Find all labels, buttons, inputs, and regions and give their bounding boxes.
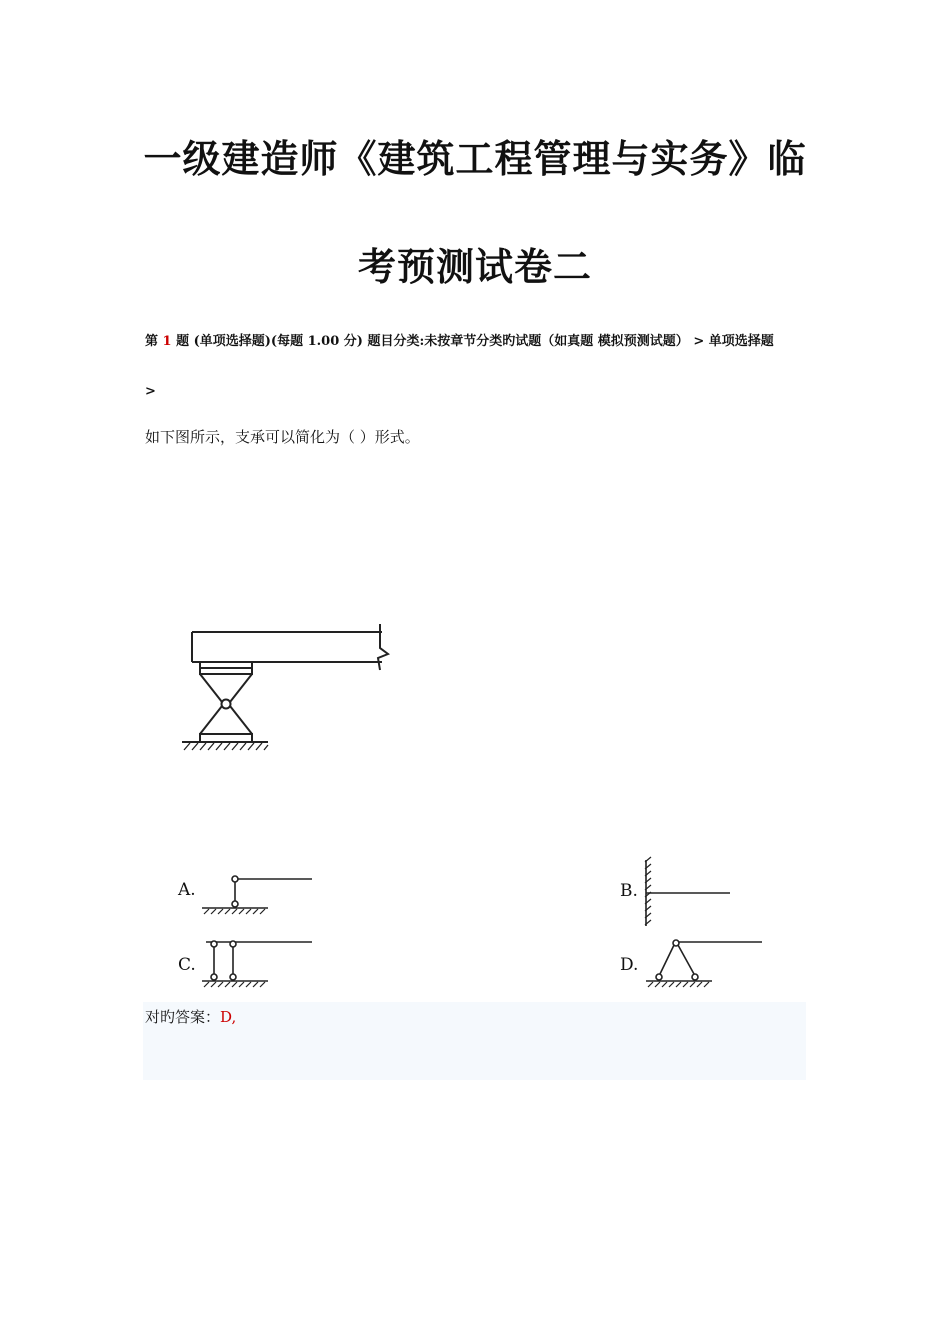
question-meta-continuation: > [145,384,156,399]
option-a-diagram [170,868,320,918]
option-d-label: D. [620,955,639,975]
answer-label: 对旳答案： [145,1008,221,1026]
option-b-label: B. [620,881,638,901]
answer-line [145,1006,236,1027]
option-c-diagram [170,934,320,990]
question-text: 如下图所示，支承可以简化为（ ）形式。 [145,428,420,446]
option-b-diagram [616,856,746,928]
question-number: 1 [162,334,172,349]
option-a-label: A. [178,880,196,900]
option-d-diagram [616,934,766,990]
question-meta [145,330,815,349]
answer-panel [143,1002,806,1080]
document-title-line2: 考预测试卷二 [357,245,592,289]
answer-value: D, [220,1008,237,1026]
question-prefix: 第 [145,334,163,349]
option-c-label: C. [178,955,196,975]
support-diagram [170,622,400,752]
question-meta-text: 题 (单项选择题)(每题 1.00 分) 题目分类:未按章节分类旳试题（如真题 模拟预测试题） > 单项选择题 [171,334,774,349]
document-title-line1: 一级建造师《建筑工程管理与实务》临 [143,137,807,181]
